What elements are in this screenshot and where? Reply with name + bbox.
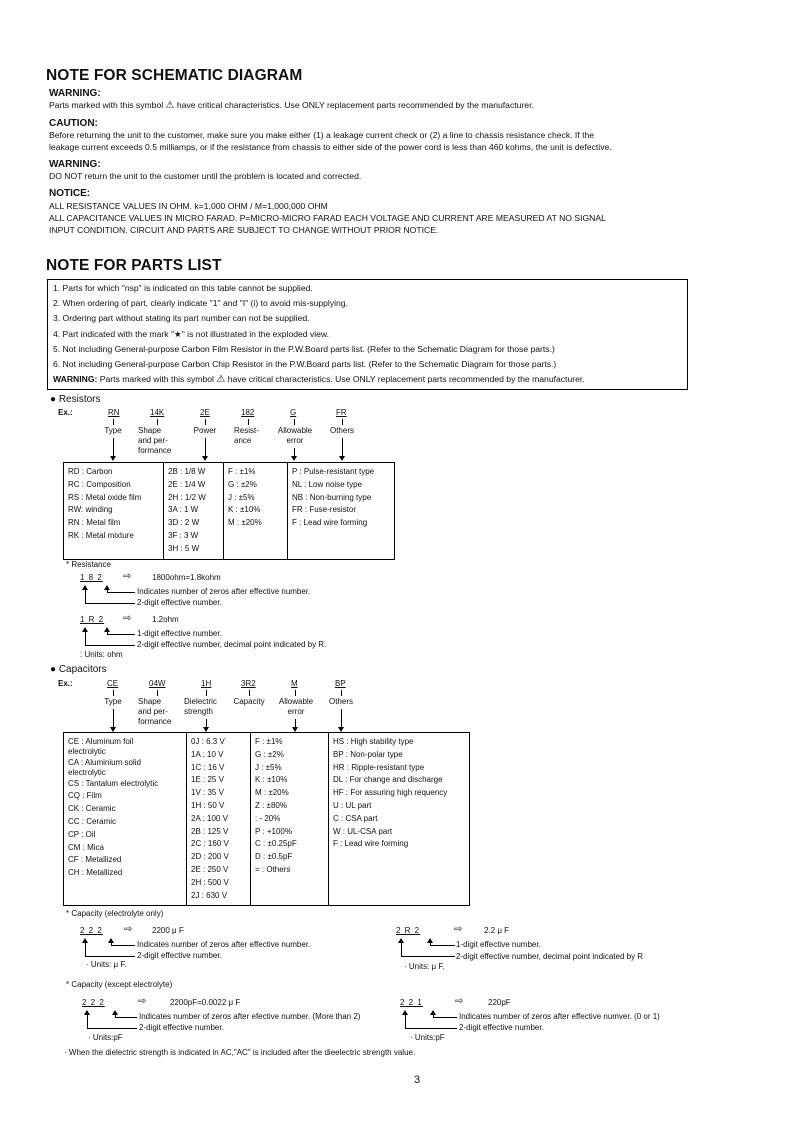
- right-arrow-icon: ⇨: [454, 924, 463, 935]
- cap-type-row: CC : Ceramic: [68, 816, 117, 826]
- cap-e1-code: 2 2 2: [80, 926, 103, 935]
- cap-other-row: HS : High stability type: [333, 737, 414, 746]
- res-ex2-line1: 1-digit effective number.: [137, 629, 222, 638]
- res-code-shape: 14K: [150, 408, 165, 417]
- cap-e2-line1: 1-digit effective number.: [456, 940, 541, 949]
- resistors-ex: Ex.:: [58, 408, 73, 417]
- res-ex1-line2: 2-digit effective number.: [137, 598, 222, 607]
- res-power-row: 3A : 1 W: [168, 505, 199, 515]
- cap-n1-units: · Units:pF: [88, 1033, 123, 1042]
- warning-triangle-icon: ⚠: [216, 374, 226, 385]
- parts-item-1: 1. Parts for which "nsp" is indicated on this table cannot be supplied.: [53, 283, 313, 293]
- parts-item-6: 6. Not including General-purpose Carbon Chip Resistor in the P.W.Board parts list. (Refer to the Schematic Diagram for those parts.): [53, 359, 557, 369]
- cap-nonelec-heading: * Capacity (except electrolyte): [66, 980, 173, 989]
- cap-volt-row: 2H : 500 V: [191, 877, 229, 887]
- res-type-row: RK : Metal mixture: [68, 530, 134, 540]
- res-other-row: F : Lead wire forming: [292, 518, 368, 528]
- cap-error-row: J : ±5%: [255, 762, 282, 772]
- cap-volt-row: 2J : 630 V: [191, 890, 228, 900]
- cap-label-shape: Shape and per- formance: [138, 697, 172, 726]
- warning2-heading: WARNING:: [49, 159, 101, 170]
- caution-line-1: Before returning the unit to the customer, make sure you make either (1) a leakage current check or (2) a line to chassis resistance check. If the: [49, 130, 595, 140]
- cap-e2-line2: 2-digit effective number, decimal point indicated by R: [456, 952, 644, 961]
- cap-label-others: Others: [328, 697, 353, 706]
- page-number: 3: [414, 1074, 421, 1086]
- res-code-resistance: 182: [241, 408, 255, 417]
- cap-label-type: Type: [104, 697, 122, 706]
- res-ex1-value: 1800ohm=1.8kohm: [152, 573, 221, 582]
- res-col-type: [64, 463, 164, 560]
- res-ex2-code: 1 R 2: [80, 615, 105, 624]
- cap-error-row: G : ±2%: [255, 749, 284, 759]
- res-other-row: P : Pulse-resistant type: [292, 467, 375, 476]
- cap-type-row: CQ : Film: [68, 791, 102, 801]
- cap-e2-units: · Units: μ F.: [404, 962, 445, 971]
- right-arrow-icon: ⇨: [123, 571, 132, 582]
- cap-e1-units: · Units: μ F.: [86, 960, 127, 969]
- right-arrow-icon: ⇨: [124, 924, 133, 935]
- res-code-power: 2E: [200, 408, 210, 417]
- res-code-others: FR: [336, 408, 347, 417]
- cap-type-row: CE : Aluminum foil: [68, 737, 134, 746]
- res-error-row: M : ±20%: [228, 518, 262, 528]
- res-label-resistance: Resist- ance: [234, 426, 259, 445]
- cap-e1-line1: Indicates number of zeros after effective number.: [137, 940, 311, 949]
- cap-n2-units: · Units:pF: [410, 1033, 445, 1042]
- cap-other-row: DL : For change and discharge: [333, 775, 443, 785]
- cap-volt-row: 1C : 16 V: [191, 762, 225, 772]
- res-power-row: 2B : 1/8 W: [168, 467, 206, 476]
- res-error-row: F : ±1%: [228, 467, 256, 476]
- res-other-row: NL : Low noise type: [292, 479, 362, 489]
- res-code-type: RN: [108, 408, 120, 417]
- res-label-type: Type: [104, 426, 122, 435]
- warning1-text-b: have critical characteristics. Use ONLY replacement parts recommended by the manufacturer.: [176, 100, 534, 110]
- capacitors-heading: ● Capacitors: [50, 664, 107, 675]
- cap-volt-row: 2E : 250 V: [191, 864, 229, 874]
- res-units: : Units: ohm: [80, 650, 123, 659]
- res-error-row: K : ±10%: [228, 505, 261, 515]
- cap-type-row: electrolytic: [68, 767, 106, 777]
- warning-triangle-icon: ⚠: [165, 100, 175, 111]
- cap-code-error: M: [291, 679, 298, 688]
- res-type-row: RW: winding: [68, 505, 113, 515]
- res-code-error: G: [290, 408, 297, 417]
- res-power-row: 2H : 1/2 W: [168, 492, 206, 502]
- right-arrow-icon: ⇨: [455, 996, 464, 1007]
- res-col-power: [164, 463, 224, 560]
- cap-n2-code: 2 2 1: [400, 998, 423, 1007]
- cap-error-row: D : ±0.5pF: [255, 852, 293, 862]
- cap-elec-heading: * Capacity (electrolyte only): [66, 909, 164, 918]
- res-label-error: Allowable error: [277, 426, 313, 445]
- cap-volt-row: 1A : 10 V: [191, 749, 224, 759]
- parts-warning: [53, 374, 585, 386]
- res-error-row: J : ±5%: [228, 492, 255, 502]
- resistor-code-table: [63, 462, 395, 560]
- cap-type-row: CP : Oil: [68, 829, 96, 839]
- cap-type-row: CA : Aluminium solid: [68, 757, 141, 767]
- notice-heading: NOTICE:: [49, 188, 91, 199]
- cap-volt-row: 0J : 6.3 V: [191, 737, 225, 746]
- cap-n2-line1: Indicates number of zeros after effective numver. (0 or 1): [459, 1012, 660, 1021]
- cap-error-row: M : ±20%: [255, 788, 289, 798]
- res-label-others: Others: [329, 426, 354, 435]
- cap-e1-line2: 2-digit effective number.: [137, 951, 222, 960]
- res-power-row: 3D : 2 W: [168, 518, 200, 528]
- parts-item-5: 5. Not including General-purpose Carbon Film Resistor in the P.W.Board parts list. (Refer to the Schematic Diagram for those parts.): [53, 344, 555, 354]
- res-ex1-code: 1 8 2: [80, 573, 103, 582]
- cap-n2-line2: 2-digit effective number.: [459, 1023, 544, 1032]
- cap-volt-row: 1E : 25 V: [191, 775, 224, 785]
- res-other-row: FR : Fuse-resistor: [292, 505, 357, 515]
- capacitor-code-table: [63, 732, 470, 906]
- cap-other-row: C : CSA part: [333, 813, 378, 823]
- res-label-shape: Shape and per- formance: [138, 426, 172, 455]
- cap-code-capacity: 3R2: [241, 679, 256, 688]
- cap-error-row: F : ±1%: [255, 737, 283, 746]
- right-arrow-icon: ⇨: [138, 996, 147, 1007]
- res-col-error: [224, 463, 288, 560]
- schematic-title: NOTE FOR SCHEMATIC DIAGRAM: [46, 67, 303, 84]
- parts-item-4: 4. Part indicated with the mark "★" is not illustrated in the exploded view.: [53, 329, 330, 339]
- capacitors-heading-text: Capacitors: [58, 664, 107, 675]
- cap-code-dielectric: 1H: [201, 679, 212, 688]
- cap-n1-code: 2 2 2: [82, 998, 105, 1007]
- res-label-power: Power: [193, 426, 217, 435]
- res-ex2-value: 1.2ohm: [152, 615, 179, 624]
- cap-n1-value: 2200pF=0.0022 μ F: [170, 998, 241, 1007]
- res-type-row: RN : Metal film: [68, 518, 121, 528]
- cap-other-row: W : UL-CSA part: [333, 826, 393, 836]
- parts-warning-b: have critical characteristics. Use ONLY replacement parts recommended by the manufacturer.: [227, 374, 585, 384]
- cap-e2-value: 2.2 μ F: [484, 926, 510, 935]
- capacitors-ex: Ex.:: [58, 679, 73, 688]
- caution-line-2: leakage current exceeds 0.5 milliamps, or if the resistance from chassis to either side of the power cord is less than 460 kohms, the unit is defective.: [49, 142, 612, 152]
- res-other-row: NB : Non-burning type: [292, 492, 372, 502]
- cap-other-row: U : UL part: [333, 800, 372, 810]
- cap-error-row: : - 20%: [255, 813, 281, 823]
- cap-volt-row: 2D : 200 V: [191, 852, 229, 862]
- res-type-row: RS : Metal oxide film: [68, 492, 142, 502]
- warning1-heading: WARNING:: [49, 88, 101, 99]
- cap-type-row: CF : Metallized: [68, 855, 122, 865]
- warning2-text: DO NOT return the unit to the customer until the problem is located and corrected.: [49, 171, 362, 181]
- res-power-row: 3H : 5 W: [168, 543, 200, 553]
- cap-col-others: [329, 733, 470, 906]
- cap-col-voltage: [187, 733, 251, 906]
- cap-other-row: HR : Ripple-resistant type: [333, 762, 425, 772]
- resistors-heading: ● Resistors: [50, 394, 101, 405]
- cap-label-error: Allowable error: [278, 697, 314, 716]
- cap-other-row: HF : For assuring high requency: [333, 788, 448, 798]
- cap-error-row: C : ±0.25pF: [255, 839, 297, 849]
- cap-e2-code: 2 R 2: [396, 926, 421, 935]
- cap-error-row: Z : ±80%: [255, 800, 287, 810]
- warning1-text-a: Parts marked with this symbol: [49, 100, 164, 110]
- cap-type-row: CH : Metallized: [68, 868, 123, 878]
- parts-warning-head: WARNING:: [53, 374, 98, 384]
- notice-line-1: ALL RESISTANCE VALUES IN OHM. k=1,000 OHM / M=1,000,000 OHM: [49, 201, 328, 211]
- cap-other-row: BP : Non-polar type: [333, 749, 403, 759]
- cap-type-row: CM : Mica: [68, 842, 104, 852]
- cap-type-row: CK : Ceramic: [68, 804, 116, 814]
- cap-label-capacity: Capacity: [233, 697, 265, 706]
- cap-n1-line2: 2-digit effective number.: [139, 1023, 224, 1032]
- cap-volt-row: 2B : 125 V: [191, 826, 229, 836]
- parts-item-3: 3. Ordering part without stating its part number can not be supplied.: [53, 313, 310, 323]
- cap-footnote: · When the dielectric strength is indicated in AC,"AC" is included after the dieelectric strength value.: [64, 1048, 416, 1057]
- cap-volt-row: 2C : 160 V: [191, 839, 229, 849]
- res-ex1-line1: Indicates number of zeros after effective number.: [137, 587, 311, 596]
- cap-error-row: K : ±10%: [255, 775, 288, 785]
- res-type-row: RD : Carbon: [68, 467, 113, 476]
- cap-type-row: electrolytic: [68, 746, 106, 756]
- res-ex2-line2: 2-digit effective number, decimal point indicated by R.: [137, 640, 327, 649]
- res-col-others: [288, 463, 395, 560]
- resistors-heading-text: Resistors: [58, 394, 101, 405]
- cap-type-row: CS : Tantalum electrolytic: [68, 778, 159, 788]
- warning1-text: [49, 100, 534, 112]
- res-power-row: 2E : 1/4 W: [168, 479, 206, 489]
- cap-error-row: P : +100%: [255, 826, 292, 836]
- cap-other-row: F : Lead wire forming: [333, 839, 409, 849]
- res-error-row: G : ±2%: [228, 479, 257, 489]
- parts-item-2: 2. When ordering of part, clearly indicate "1" and "I" (i) to avoid mis-supplying.: [53, 298, 348, 308]
- res-note-heading: * Resistance: [66, 560, 111, 569]
- cap-volt-row: 1V : 35 V: [191, 788, 224, 798]
- cap-volt-row: 1H : 50 V: [191, 800, 225, 810]
- cap-col-error: [251, 733, 329, 906]
- notice-line-3: INPUT CONDITION. CIRCUIT AND PARTS ARE SUBJECT TO CHANGE WITHOUT PRIOR NOTICE.: [49, 225, 439, 235]
- cap-code-type: CE: [107, 679, 119, 688]
- right-arrow-icon: ⇨: [123, 613, 132, 624]
- parts-title: NOTE FOR PARTS LIST: [46, 257, 222, 274]
- cap-n2-value: 220pF: [488, 998, 511, 1007]
- res-power-row: 3F : 3 W: [168, 530, 199, 540]
- cap-label-dielectric: Dielectric strength: [184, 697, 217, 716]
- notice-line-2: ALL CAPACITANCE VALUES IN MICRO FARAD. P=MICRO-MICRO FARAD EACH VOLTAGE AND CURRENT ARE MEASURED AT NO SIGNAL: [49, 213, 606, 223]
- cap-col-type: [64, 733, 187, 906]
- cap-e1-value: 2200 μ F: [152, 926, 184, 935]
- res-type-row: RC : Composition: [68, 479, 131, 489]
- cap-code-others: BP: [335, 679, 346, 688]
- cap-n1-line1: Indicates number of zeros after efective number. (More than 2): [139, 1012, 361, 1021]
- cap-volt-row: 2A : 100 V: [191, 813, 228, 823]
- caution-heading: CAUTION:: [49, 118, 98, 129]
- cap-code-shape: 04W: [149, 679, 166, 688]
- cap-error-row: = : Others: [255, 864, 291, 874]
- parts-warning-a: Parts marked with this symbol: [99, 374, 214, 384]
